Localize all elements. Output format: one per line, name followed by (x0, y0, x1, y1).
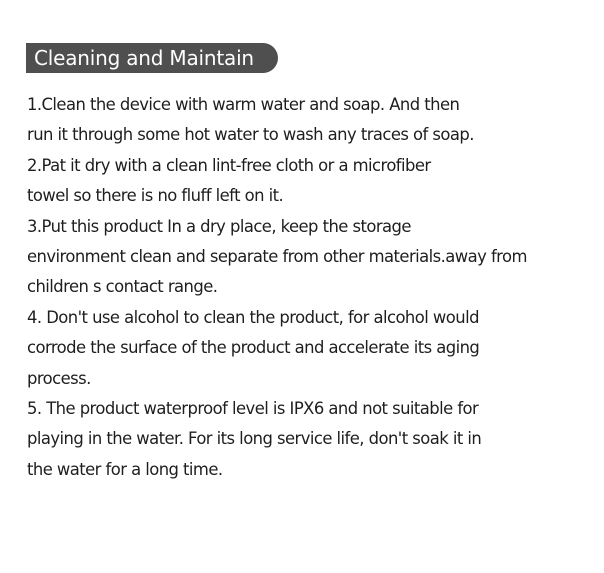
section-heading-title: Cleaning and Maintain (34, 46, 254, 70)
text-line: 3.Put this product In a dry place, keep the storage (27, 216, 411, 236)
text-line: 4. Don't use alcohol to clean the product, for alcohol would (27, 307, 479, 327)
text-line: corrode the surface of the product and accelerate its aging (27, 338, 480, 358)
instructions-text (27, 90, 587, 485)
text-line: towel so there is no fluff left on it. (27, 186, 284, 206)
text-line: run it through some hot water to wash any traces of soap. (27, 125, 474, 145)
text-line: process. (27, 368, 91, 388)
text-line: playing in the water. For its long service life, don't soak it in (27, 429, 482, 449)
text-line: 5. The product waterproof level is IPX6 and not suitable for (27, 398, 479, 418)
text-line: 2.Pat it dry with a clean lint-free cloth or a microfiber (27, 155, 431, 175)
text-line: 1.Clean the device with warm water and soap. And then (27, 95, 460, 114)
section-heading-badge (26, 43, 278, 73)
text-line: children s contact range. (27, 277, 218, 297)
text-line: environment clean and separate from other materials.away from (27, 246, 527, 266)
text-line: the water for a long time. (27, 459, 223, 479)
